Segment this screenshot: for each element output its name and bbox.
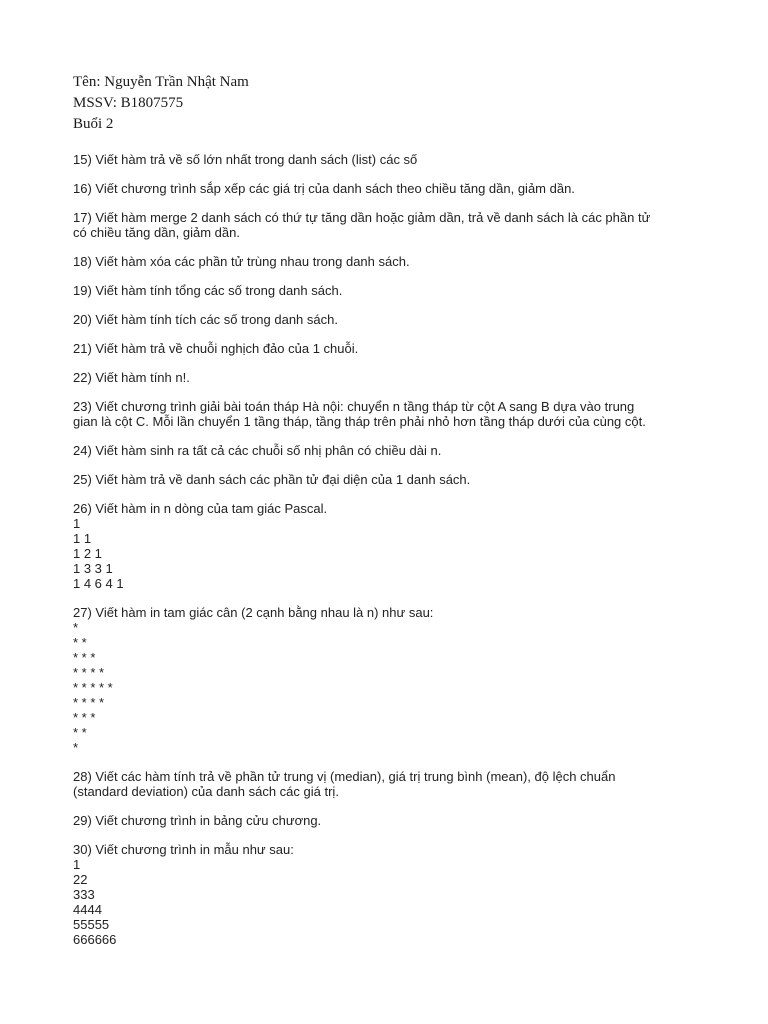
exercise-text: 26) Viết hàm in n dòng của tam giác Pascal.	[73, 501, 328, 516]
exercise-text-line: 1	[73, 516, 81, 531]
exercise-list	[73, 152, 713, 961]
exercise-text: 19) Viết hàm tính tổng các số trong danh sách.	[73, 283, 343, 298]
exercise-text: 29) Viết chương trình in bảng cửu chương.	[73, 813, 322, 828]
exercise-item	[73, 283, 713, 298]
exercise-item	[73, 210, 713, 240]
exercise-text: 15) Viết hàm trả về số lớn nhất trong danh sách (list) các số	[73, 152, 418, 167]
exercise-text-line: 1 4 6 4 1	[73, 576, 124, 591]
exercise-text: 22) Viết hàm tính n!.	[73, 370, 190, 385]
exercise-item	[73, 341, 713, 356]
exercise-text-line: (standard deviation) của danh sách các giá trị.	[73, 784, 339, 799]
exercise-text-line: gian là cột C. Mỗi lần chuyển 1 tầng tháp, tầng tháp trên phải nhỏ hơn tầng tháp dưới của cùng cột.	[73, 414, 646, 429]
exercise-text-line: có chiều tăng dần, giảm dần.	[73, 225, 240, 240]
exercise-text: 23) Viết chương trình giải bài toán tháp Hà nội: chuyển n tầng tháp từ cột A sang B dựa vào trung	[73, 399, 635, 414]
exercise-text-line: * *	[73, 725, 87, 740]
exercise-text: 16) Viết chương trình sắp xếp các giá trị của danh sách theo chiều tăng dần, giảm dần.	[73, 181, 575, 196]
exercise-item	[73, 443, 713, 458]
exercise-item	[73, 813, 713, 828]
exercise-text-line: * * *	[73, 650, 96, 665]
exercise-text-line: * * * * *	[73, 680, 113, 695]
exercise-text: 24) Viết hàm sinh ra tất cả các chuỗi số nhị phân có chiều dài n.	[73, 443, 442, 458]
exercise-item	[73, 370, 713, 385]
exercise-text: 28) Viết các hàm tính trả về phần tử trung vị (median), giá trị trung bình (mean), độ lệch chuẩn	[73, 769, 616, 784]
exercise-item	[73, 399, 713, 429]
exercise-text: 20) Viết hàm tính tích các số trong danh sách.	[73, 312, 338, 327]
exercise-item	[73, 501, 713, 591]
exercise-item	[73, 152, 713, 167]
exercise-item	[73, 312, 713, 327]
exercise-item	[73, 769, 713, 799]
exercise-text-line: 1	[73, 857, 81, 872]
exercise-text-line: 22	[73, 872, 88, 887]
exercise-text-line: * *	[73, 635, 87, 650]
exercise-text-line: * * * *	[73, 695, 105, 710]
exercise-text-line: 333	[73, 887, 95, 902]
student-name: Tên: Nguyễn Trần Nhật Nam	[73, 74, 249, 90]
exercise-text: 17) Viết hàm merge 2 danh sách có thứ tự tăng dần hoặc giảm dần, trả về danh sách là các phần tử	[73, 210, 651, 225]
exercise-text: 30) Viết chương trình in mẫu như sau:	[73, 842, 294, 857]
exercise-text-line: 1 2 1	[73, 546, 102, 561]
exercise-item	[73, 605, 713, 755]
exercise-text-line: *	[73, 620, 79, 635]
exercise-item	[73, 472, 713, 487]
student-id: MSSV: B1807575	[73, 95, 184, 111]
exercise-text-line: 1 1	[73, 531, 92, 546]
exercise-text-line: *	[73, 740, 79, 755]
document-header	[73, 72, 673, 135]
exercise-text: 27) Viết hàm in tam giác cân (2 cạnh bằng nhau là n) như sau:	[73, 605, 434, 620]
exercise-text-line: * * * *	[73, 665, 105, 680]
exercise-text-line: * * *	[73, 710, 96, 725]
exercise-text: 21) Viết hàm trả về chuỗi nghịch đảo của 1 chuỗi.	[73, 341, 359, 356]
exercise-text-line: 4444	[73, 902, 102, 917]
exercise-item	[73, 181, 713, 196]
exercise-text: 25) Viết hàm trả về danh sách các phần tử đại diện của 1 danh sách.	[73, 472, 471, 487]
exercise-text: 18) Viết hàm xóa các phần tử trùng nhau trong danh sách.	[73, 254, 410, 269]
exercise-item	[73, 842, 713, 947]
exercise-item	[73, 254, 713, 269]
exercise-text-line: 666666	[73, 932, 117, 947]
session-label: Buổi 2	[73, 116, 114, 132]
exercise-text-line: 55555	[73, 917, 110, 932]
exercise-text-line: 1 3 3 1	[73, 561, 113, 576]
